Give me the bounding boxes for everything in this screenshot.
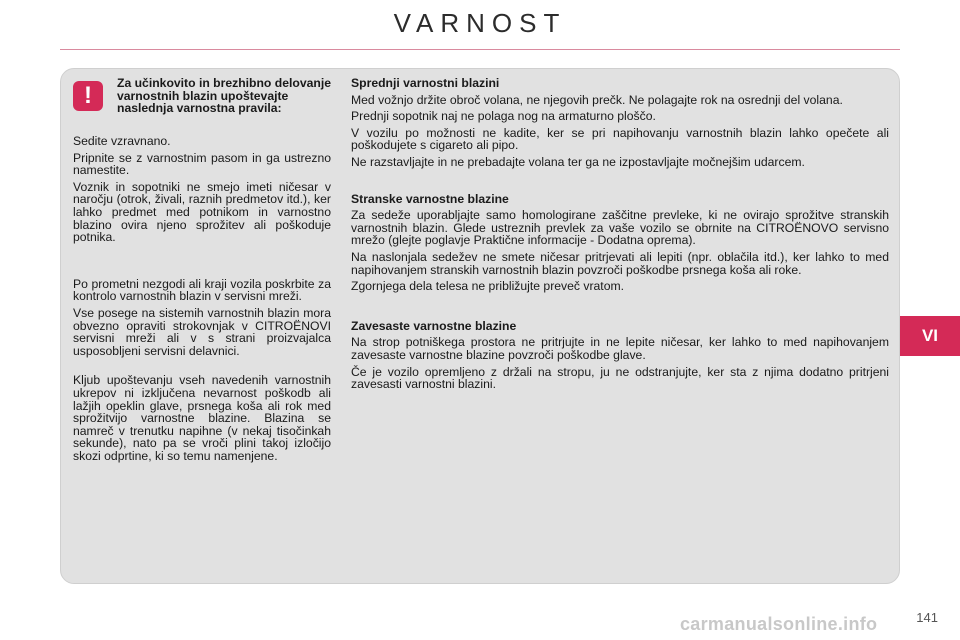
warning-title: Za učinkovito in brezhibno delovanje varnostnih blazin upoštevajte naslednja varnostna pravila: xyxy=(117,76,331,116)
page-title: VARNOST xyxy=(393,8,567,38)
left-paragraph-5: Vse posege na sistemih varnostnih blazin mora obvezno opraviti strokovnjak v CITROËNOVI servisni mreži ali v s strani proizvajalca usposobljeni servisni delavnici. xyxy=(73,305,331,358)
curtain-airbags-paragraph-2: Če je vozilo opremljeno z držali na stropu, ju ne odstranjujte, ker sta z njima dodatno pritrjeni zavesasti varnostni blazini. xyxy=(351,364,889,392)
section-title-curtain-airbags: Zavesaste varnostne blazine xyxy=(351,318,517,333)
side-airbags-paragraph-2: Na naslonjala sedežev ne smete ničesar pritrjevati ali lepiti (npr. oblačila itd.), ker lahko to med napihovanjem stranskih varnostnih blazin povzroči poškodbe prsnega koša ali roke. xyxy=(351,249,889,277)
curtain-airbags-paragraph-1: Na strop potniškega prostora ne pritrjujte in ne lepite ničesar, ker lahko to med napihovanjem zavesaste varnostne blazine povzroči poškodbe glave. xyxy=(351,335,889,362)
left-column xyxy=(73,77,331,466)
left-paragraph-1: Sedite vzravnano. xyxy=(73,134,171,148)
left-paragraph-4: Po prometni nezgodi ali kraji vozila poskrbite za kontrolo varnostnih blazin v servisni mreži. xyxy=(73,276,331,304)
left-paragraph-6: Kljub upoštevanju vseh navedenih varnostnih ukrepov ni izključena nevarnost poškodb ali lažjih opeklin glave, prsnega koša ali rok med sprožitvijo varnostne blazine. Blazina se namreč v trenutku napihne (v nekaj tisočinkah sekunde), nato pa se vroči plini takoj izločijo skozi odprtine, ki so temu namenjene. xyxy=(73,373,331,463)
warning-block xyxy=(73,77,331,127)
front-airbags-paragraph-4: Ne razstavljajte in ne prebadajte volana ter ga ne izpostavljajte močnejšim udarcem. xyxy=(351,154,805,169)
watermark: carmanualsonline.info xyxy=(680,614,878,634)
side-airbags-paragraph-1: Za sedeže uporabljajte samo homologirane zaščitne prevleke, ki ne ovirajo sprožitve stranskih varnostnih blazin. Glede ustreznih prevlek za vaše vozilo se obrnite na CITROËNOVO servisno mrežo (glejte poglavje Praktične informacije - Dodatna oprema). xyxy=(351,208,889,248)
section-title-front-airbags: Sprednji varnostni blazini xyxy=(351,76,500,90)
front-airbags-paragraph-2: Prednji sopotnik naj ne polaga nog na armaturno ploščo. xyxy=(351,109,656,124)
page-number: 141 xyxy=(916,610,938,625)
warning-exclamation-icon: ! xyxy=(73,81,103,111)
content-panel xyxy=(60,68,900,584)
left-paragraph-2: Pripnite se z varnostnim pasom in ga ustrezno namestite. xyxy=(73,150,331,178)
section-tab: VI xyxy=(900,316,960,356)
front-airbags-paragraph-3: V vozilu po možnosti ne kadite, ker se pri napihovanju varnostnih blazin lahko opečete ali poškodujete s cigareto ali pipo. xyxy=(351,125,889,153)
right-column xyxy=(351,77,889,395)
side-airbags-paragraph-3: Zgornjega dela telesa ne približujte preveč vratom. xyxy=(351,279,625,294)
front-airbags-paragraph-1: Med vožnjo držite obroč volana, ne njegovih prečk. Ne polagajte rok na osrednji del volana. xyxy=(351,92,843,107)
section-title-side-airbags: Stranske varnostne blazine xyxy=(351,191,509,206)
left-paragraph-3: Voznik in sopotniki ne smejo imeti ničesar v naročju (otrok, živali, raznih predmetov itd.), ker lahko predmet med potnikom in varnostno blazino ovira njeno sprožitev ali poškoduje potnika. xyxy=(73,179,331,245)
title-divider xyxy=(60,49,900,50)
